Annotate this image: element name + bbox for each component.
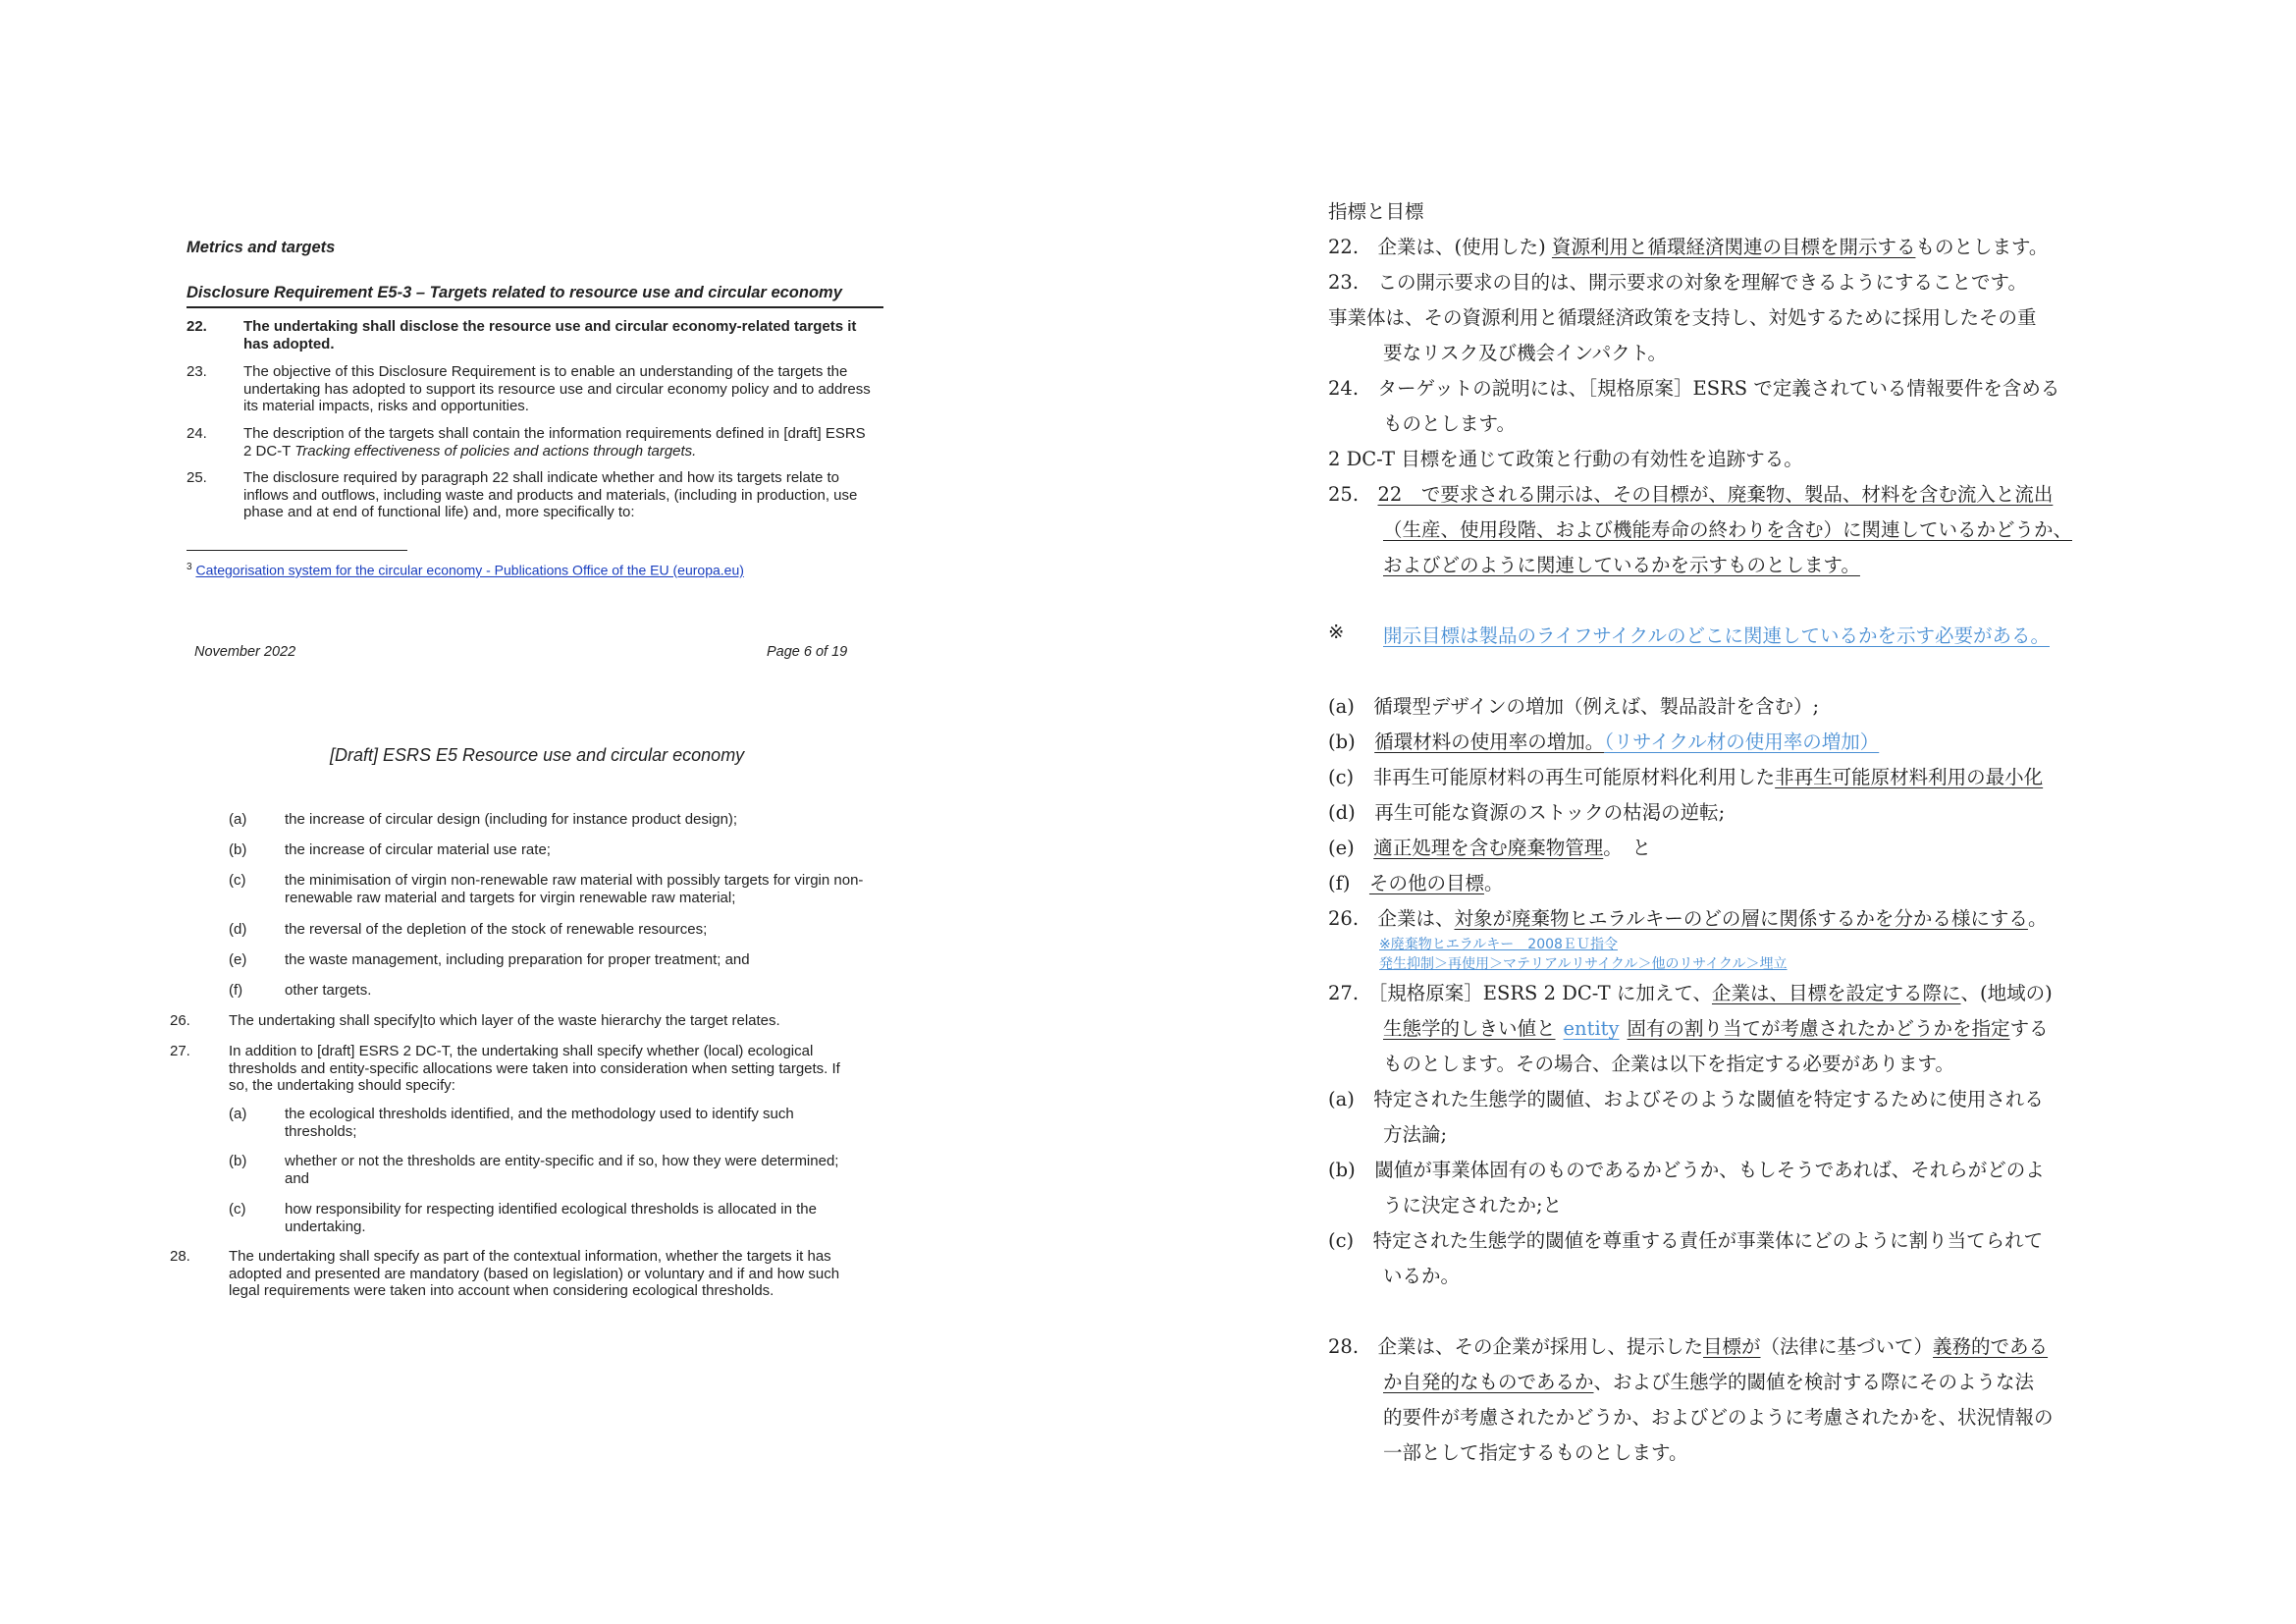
jp-para-27-line-3: ものとします。その場合、企業は以下を指定する必要があります。 (1383, 1053, 1954, 1075)
p27-item-b-line-2: and (285, 1169, 310, 1187)
p27-item-c-text (285, 1201, 817, 1235)
item-a-text: the increase of circular design (including for instance product design); (285, 811, 738, 828)
para-22-number: 22. (187, 318, 207, 335)
para-24-line-2 (243, 443, 866, 460)
para-26-number: 26. (170, 1012, 190, 1029)
jp-27-item-b-line-2: うに決定されたか;と (1383, 1194, 1563, 1217)
item-f-label: (f) (229, 982, 243, 999)
para-28-line-1: The undertaking shall specify as part of the contextual information, whether the targets it has (229, 1248, 831, 1265)
p27-item-a-line-2: thresholds; (285, 1122, 357, 1140)
jp-27-c: 、(地域の) (1960, 982, 2053, 1004)
para-25-line-1: The disclosure required by paragraph 22 shall indicate whether and how its targets relate to (243, 469, 840, 486)
para-25-line-2: inflows and outflows, including waste and products and materials, (including in production, use (243, 486, 858, 504)
item-a-label: (a) (229, 811, 247, 828)
para-23 (243, 363, 871, 415)
para-24-ref-title: Tracking effectiveness of policies and actions through targets. (294, 442, 697, 460)
jp-hierarchy-note-1: ※廃棄物ヒエラルキー 2008ＥＵ指令 (1379, 937, 1618, 952)
item-c-line-2: renewable raw material and targets for virgin renewable raw material; (285, 889, 736, 906)
jp-para-25 (1328, 479, 2053, 507)
jp-28-b: 目標が (1703, 1335, 1761, 1358)
jp-para-23: 23. この開示要求の目的は、開示要求の対象を理解できるようにすることです。 (1328, 271, 2027, 294)
disclosure-requirement-title: Disclosure Requirement E5-3 – Targets related to resource use and circular economy (187, 284, 842, 301)
jp-item-f-text: その他の目標 (1368, 872, 1484, 894)
para-22 (243, 318, 856, 352)
p27-item-a-text (285, 1106, 794, 1140)
jp-item-a: (a) 循環型デザインの増加（例えば、製品設計を含む）; (1328, 695, 1820, 718)
item-c-text (285, 872, 863, 906)
jp-item-e (1328, 833, 1651, 860)
item-b-text: the increase of circular material use rate; (285, 841, 551, 858)
para-22-line-1: The undertaking shall disclose the resource use and circular economy-related targets it (243, 318, 857, 335)
jp-27-item-a: (a) 特定された生態学的閾値、およびそのような閾値を特定するために使用される (1328, 1088, 2044, 1110)
jp-26-c: 。 (2027, 907, 2048, 930)
jp-item-c-text: (c) 非再生可能原材料の再生可能原材料化利用した (1328, 766, 1776, 788)
jp-para-22 (1328, 232, 2048, 259)
para-23-number: 23. (187, 363, 207, 380)
item-f-text: other targets. (285, 982, 372, 999)
jp-para-25-line-3 (1383, 550, 1860, 577)
footer-page-number: Page 6 of 19 (767, 644, 848, 660)
jp-para-27-line-2 (1383, 1013, 2049, 1041)
jp-para-25-line-2: （生産、使用段階、および機能寿命の終わりを含む）に関連しているかどうか、 (1383, 518, 2073, 541)
jp-heading: 指標と目標 (1328, 200, 1424, 223)
para-28-line-3: legal requirements were taken into account when considering ecological thresholds. (229, 1282, 774, 1299)
jp-para-23-line-2: 事業体は、その資源利用と循環経済政策を支持し、対処するために採用したその重 (1328, 306, 2037, 329)
item-c-line-1: the minimisation of virgin non-renewable raw material with possibly targets for virgin non- (285, 872, 864, 889)
para-24-ref: 2 DC-T (243, 442, 295, 460)
p27-item-b-text (285, 1153, 838, 1187)
jp-item-f (1328, 868, 1503, 895)
jp-item-b (1328, 727, 1879, 754)
jp-28-c: （法律に基づいて） (1760, 1335, 1934, 1358)
jp-28-e: か自発的なものであるか (1383, 1371, 1594, 1393)
para-25 (243, 469, 857, 521)
title-underline (187, 306, 883, 308)
jp-hierarchy-note-2: 発生抑制＞再使用＞マテリアルリサイクル＞他のリサイクル＞埋立 (1379, 956, 1788, 972)
jp-27-item-a-line-2: 方法論; (1383, 1123, 1448, 1146)
page-header: [Draft] ESRS E5 Resource use and circular economy (330, 745, 745, 765)
item-e-label: (e) (229, 951, 247, 968)
jp-25-line-3-text: およびどのように関連しているかを示すものとします。 (1383, 554, 1860, 576)
para-25-number: 25. (187, 469, 207, 486)
p27-item-c-label: (c) (229, 1201, 246, 1218)
para-23-line-2: undertaking has adopted to support its resource use and circular economy policy and to address (243, 380, 871, 398)
p27-item-b-label: (b) (229, 1153, 247, 1169)
para-24 (243, 425, 866, 460)
jp-item-f-label: (f) (1328, 872, 1369, 894)
para-22-line-2: has adopted. (243, 335, 335, 352)
jp-para-26 (1328, 903, 2047, 931)
jp-27-item-b: (b) 閾値が事業体固有のものであるかどうか、もしそうであれば、それらがどのよ (1328, 1159, 2045, 1181)
jp-item-b-label: (b) (1328, 731, 1375, 753)
p27-item-a-label: (a) (229, 1106, 247, 1122)
jp-27-a: 27. ［規格原案］ESRS 2 DC-T に加えて、 (1328, 982, 1712, 1004)
jp-para-24-line-3: 2 DC-T 目標を通じて政策と行動の有効性を追跡する。 (1328, 448, 1803, 470)
para-27-line-2: thresholds and entity-specific allocations were taken into consideration when setting targets. If (229, 1059, 840, 1077)
para-27-line-1: In addition to [draft] ESRS 2 DC-T, the undertaking shall specify whether (local) ecological (229, 1043, 814, 1059)
jp-item-b-note: （リサイクル材の使用率の増加） (1604, 731, 1880, 753)
para-28-number: 28. (170, 1248, 190, 1265)
footnote-divider (187, 550, 407, 551)
item-d-text: the reversal of the depletion of the stock of renewable resources; (285, 921, 708, 938)
item-d-label: (d) (229, 921, 247, 938)
jp-note-mark: ※ (1328, 621, 1345, 643)
para-23-line-1: The objective of this Disclosure Requirement is to enable an understanding of the targets the (243, 363, 848, 380)
jp-item-e-tail: 。 と (1603, 837, 1652, 859)
jp-22-a: 22. 企業は、(使用した) (1328, 236, 1552, 258)
jp-para-27 (1328, 978, 2053, 1005)
footer-date: November 2022 (194, 644, 296, 660)
item-c-label: (c) (229, 872, 246, 889)
footnote (187, 559, 744, 579)
jp-item-c-underlined: 非再生可能原材料利用の最小化 (1775, 766, 2044, 788)
jp-27-g: する (2009, 1017, 2049, 1040)
jp-28-a: 28. 企業は、その企業が採用し、提示した (1328, 1335, 1704, 1358)
jp-para-24-line-2: ものとします。 (1383, 412, 1516, 435)
para-25-line-3: phase and at end of functional life) and, more specifically to: (243, 504, 635, 520)
jp-27-item-c-line-2: いるか。 (1383, 1265, 1461, 1287)
jp-para-28-line-2 (1383, 1367, 2034, 1394)
jp-item-e-text: 適正処理を含む廃棄物管理 (1373, 837, 1604, 859)
jp-note-text: 開示目標は製品のライフサイクルのどこに関連しているかを示す必要がある。 (1383, 624, 2050, 647)
jp-27-entity: entity (1563, 1017, 1620, 1040)
para-28-line-2: adopted and presented are mandatory (based on legislation) or voluntary and if and how such (229, 1265, 840, 1282)
footnote-link[interactable]: Categorisation system for the circular economy - Publications Office of the EU (europa.eu) (195, 562, 744, 578)
jp-para-24: 24. ターゲットの説明には、［規格原案］ESRS で定義されている情報要件を含める (1328, 377, 2060, 400)
jp-para-23-line-3: 要なリスク及び機会インパクト。 (1383, 342, 1667, 364)
jp-item-b-text: 循環材料の使用率の増加。 (1374, 731, 1605, 753)
para-27 (229, 1043, 840, 1095)
jp-para-28-line-4: 一部として指定するものとします。 (1383, 1441, 1688, 1464)
footnote-mark: 3 (187, 562, 192, 572)
jp-22-c: ものとします。 (1915, 236, 2049, 258)
jp-para-28 (1328, 1331, 2048, 1359)
item-e-text: the waste management, including preparation for proper treatment; and (285, 951, 750, 968)
para-23-line-3: its material impacts, risks and opportunities. (243, 398, 529, 414)
jp-26-a: 26. 企業は、 (1328, 907, 1455, 930)
para-24-number: 24. (187, 425, 207, 442)
jp-22-b: 資源利用と循環経済関連の目標を開示する (1551, 236, 1916, 258)
para-27-line-3: so, the undertaking should specify: (229, 1077, 455, 1094)
jp-item-f-tail: 。 (1483, 872, 1504, 894)
para-24-line-1: The description of the targets shall contain the information requirements defined in [draft] ESRS (243, 425, 866, 442)
jp-item-c (1328, 762, 2043, 789)
jp-27-f: 固有の割り当てが考慮されたかどうかを指定 (1627, 1017, 2010, 1040)
jp-28-d: 義務的である (1933, 1335, 2049, 1358)
para-27-number: 27. (170, 1043, 190, 1059)
p27-item-c-line-1: how responsibility for respecting identified ecological thresholds is allocated in the (285, 1201, 817, 1218)
para-26-text: The undertaking shall specify|to which layer of the waste hierarchy the target relates. (229, 1012, 780, 1029)
jp-27-item-c: (c) 特定された生態学的閾値を尊重する責任が事業体にどのように割り当てられて (1328, 1229, 2044, 1252)
jp-para-28-line-3: 的要件が考慮されたかどうか、およびどのように考慮されたかを、状況情報の (1383, 1406, 2054, 1429)
p27-item-c-line-2: undertaking. (285, 1218, 366, 1235)
jp-27-b: 企業は、目標を設定する際に (1711, 982, 1961, 1004)
jp-25-line-1: 22 で要求される開示は、その目標が、廃棄物、製品、材料を含む流入と流出 (1377, 483, 2054, 506)
para-28 (229, 1248, 839, 1300)
jp-27-d: 生態学的しきい値と (1383, 1017, 1556, 1040)
p27-item-a-line-1: the ecological thresholds identified, and the methodology used to identify such (285, 1106, 794, 1122)
jp-25-num: 25. (1328, 483, 1378, 506)
item-b-label: (b) (229, 841, 247, 858)
jp-28-f: 、および生態学的閾値を検討する際にそのような法 (1593, 1371, 2035, 1393)
jp-item-d: (d) 再生可能な資源のストックの枯渇の逆転; (1328, 801, 1726, 824)
jp-item-e-label: (e) (1328, 837, 1374, 859)
jp-26-b: 対象が廃棄物ヒエラルキーのどの層に関係するかを分かる様にする (1454, 907, 2028, 930)
section-title: Metrics and targets (187, 239, 336, 256)
p27-item-b-line-1: whether or not the thresholds are entity-specific and if so, how they were determined; (285, 1153, 839, 1169)
